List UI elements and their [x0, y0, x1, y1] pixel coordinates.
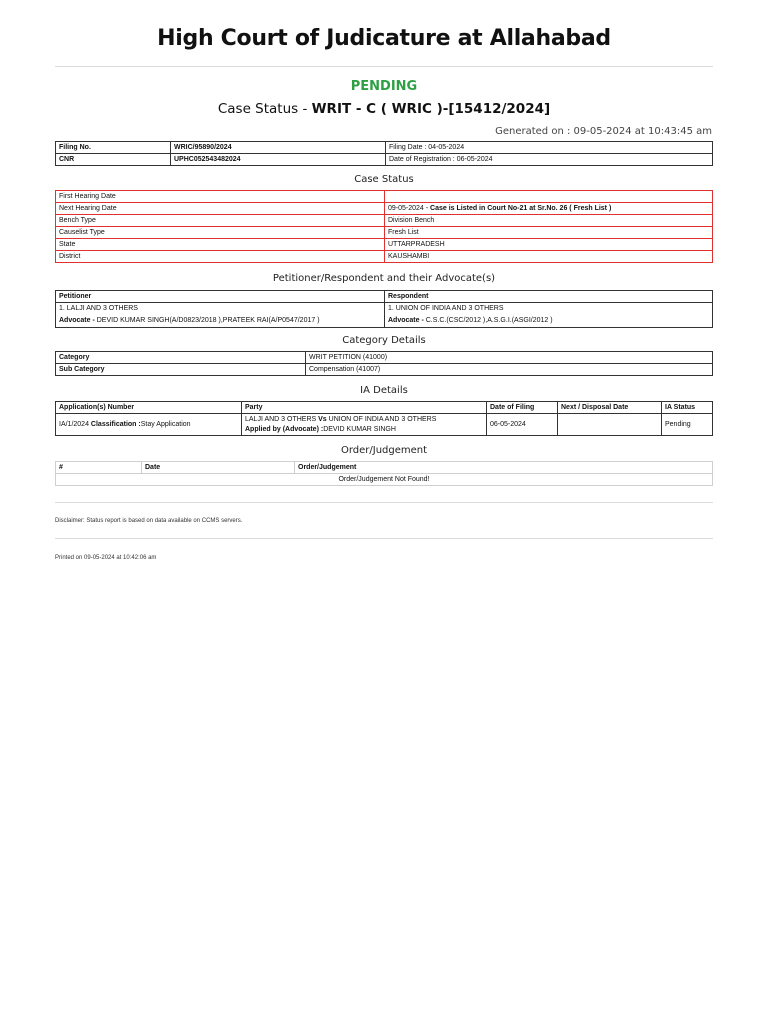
table-row	[56, 364, 713, 376]
category-title: Category Details	[342, 335, 426, 346]
orders-header-date: Date	[142, 462, 295, 474]
ia-respondent: UNION OF INDIA AND 3 OTHERS	[326, 415, 437, 423]
row-label: Next Hearing Date	[56, 203, 385, 215]
ia-petitioner: LALJI AND 3 OTHERS	[245, 415, 319, 423]
table-row	[56, 203, 713, 215]
respondent-name: 1. UNION OF INDIA AND 3 OTHERS	[388, 305, 504, 312]
page-title: High Court of Judicature at Allahabad	[157, 26, 611, 51]
table-row	[56, 352, 713, 364]
case-status-table	[55, 190, 713, 263]
next-hearing-date: 09-05-2024 -	[388, 205, 431, 212]
divider	[55, 538, 713, 539]
ia-filing-date: 06-05-2024	[487, 414, 558, 436]
table-row	[56, 215, 713, 227]
row-value: Fresh List	[385, 227, 713, 239]
divider	[55, 502, 713, 503]
ia-header-filing-date: Date of Filing	[487, 402, 558, 414]
row-value	[385, 191, 713, 203]
case-status-prefix: Case Status -	[217, 101, 312, 117]
row-value	[385, 203, 713, 215]
registration-date: Date of Registration : 06-05-2024	[386, 154, 713, 166]
row-value: KAUSHAMBI	[385, 251, 713, 263]
petitioner-cell	[56, 303, 385, 328]
table-row	[56, 154, 713, 166]
table-row	[56, 142, 713, 154]
case-number: WRIT - C ( WRIC )-[15412/2024]	[311, 101, 551, 117]
sub-category-label: Sub Category	[56, 364, 306, 376]
ia-next-date	[558, 414, 662, 436]
table-row	[56, 303, 713, 328]
category-value: WRIT PETITION (41000)	[306, 352, 713, 364]
generated-timestamp: Generated on : 09-05-2024 at 10:43:45 am	[495, 126, 712, 137]
ia-party-cell	[242, 414, 487, 436]
advocate-names: DEVID KUMAR SINGH(A/D0823/2018 ),PRATEEK RAI(A/P0547/2017 )	[96, 317, 320, 324]
ia-number-cell	[56, 414, 242, 436]
petitioner-header: Petitioner	[56, 291, 385, 303]
ia-header-number: Application(s) Number	[56, 402, 242, 414]
table-row	[56, 251, 713, 263]
cnr-label: CNR	[56, 154, 171, 166]
table-row	[56, 414, 713, 436]
table-row	[56, 239, 713, 251]
applied-by-label: Applied by (Advocate) :	[245, 425, 324, 433]
filing-no-label: Filing No.	[56, 142, 171, 154]
orders-header-order: Order/Judgement	[295, 462, 713, 474]
ia-header-party: Party	[242, 402, 487, 414]
respondent-header: Respondent	[385, 291, 713, 303]
ia-applied-by	[245, 425, 483, 435]
advocate-names: C.S.C.(CSC/2012 ),A.S.G.I.(ASGI/2012 )	[425, 317, 553, 324]
filing-no-value: WRIC/95890/2024	[171, 142, 386, 154]
disclaimer: Disclaimer: Status report is based on data available on CCMS servers.	[55, 518, 243, 524]
table-row	[56, 227, 713, 239]
cnr-value: UPHC052543482024	[171, 154, 386, 166]
respondent-cell	[385, 303, 713, 328]
printed-timestamp: Printed on 09-05-2024 at 10:42:06 am	[55, 555, 157, 561]
row-value: Division Bench	[385, 215, 713, 227]
parties-table	[55, 290, 713, 328]
orders-table	[55, 461, 713, 486]
filing-date: Filing Date : 04-05-2024	[386, 142, 713, 154]
petitioner-advocate	[59, 315, 381, 327]
table-row	[56, 291, 713, 303]
case-status-heading	[0, 101, 768, 117]
ia-header-status: IA Status	[662, 402, 713, 414]
table-row	[56, 191, 713, 203]
ia-number: IA/1/2024	[59, 421, 91, 428]
row-label: Bench Type	[56, 215, 385, 227]
sub-category-value: Compensation (41007)	[306, 364, 713, 376]
row-label: State	[56, 239, 385, 251]
classification-value: Stay Application	[140, 421, 191, 428]
category-table	[55, 351, 713, 376]
status-badge: PENDING	[350, 79, 418, 94]
advocate-label: Advocate -	[59, 317, 97, 324]
orders-empty-message: Order/Judgement Not Found!	[56, 474, 713, 486]
category-label: Category	[56, 352, 306, 364]
orders-header-index: #	[56, 462, 142, 474]
row-label: Causelist Type	[56, 227, 385, 239]
table-row	[56, 462, 713, 474]
orders-title: Order/Judgement	[340, 445, 428, 456]
advocate-label: Advocate -	[388, 317, 426, 324]
listing-info: Case is Listed in Court No-21 at Sr.No. 26 ( Fresh List )	[430, 205, 612, 212]
ia-status: Pending	[662, 414, 713, 436]
case-status-title: Case Status	[354, 174, 414, 185]
ia-header-next-date: Next / Disposal Date	[558, 402, 662, 414]
ia-party	[245, 415, 483, 425]
table-row	[56, 402, 713, 414]
parties-title: Petitioner/Respondent and their Advocate(s)	[272, 273, 496, 284]
row-label: District	[56, 251, 385, 263]
respondent-advocate	[388, 315, 709, 327]
row-label: First Hearing Date	[56, 191, 385, 203]
petitioner-name: 1. LALJI AND 3 OTHERS	[59, 305, 138, 312]
divider	[55, 66, 713, 67]
ia-title: IA Details	[360, 385, 408, 396]
filing-table	[55, 141, 713, 166]
classification-label: Classification :	[90, 421, 141, 428]
table-row	[56, 474, 713, 486]
versus-label: Vs	[318, 415, 327, 423]
applied-by-value: DEVID KUMAR SINGH	[323, 425, 396, 433]
ia-table	[55, 401, 713, 436]
row-value: UTTARPRADESH	[385, 239, 713, 251]
